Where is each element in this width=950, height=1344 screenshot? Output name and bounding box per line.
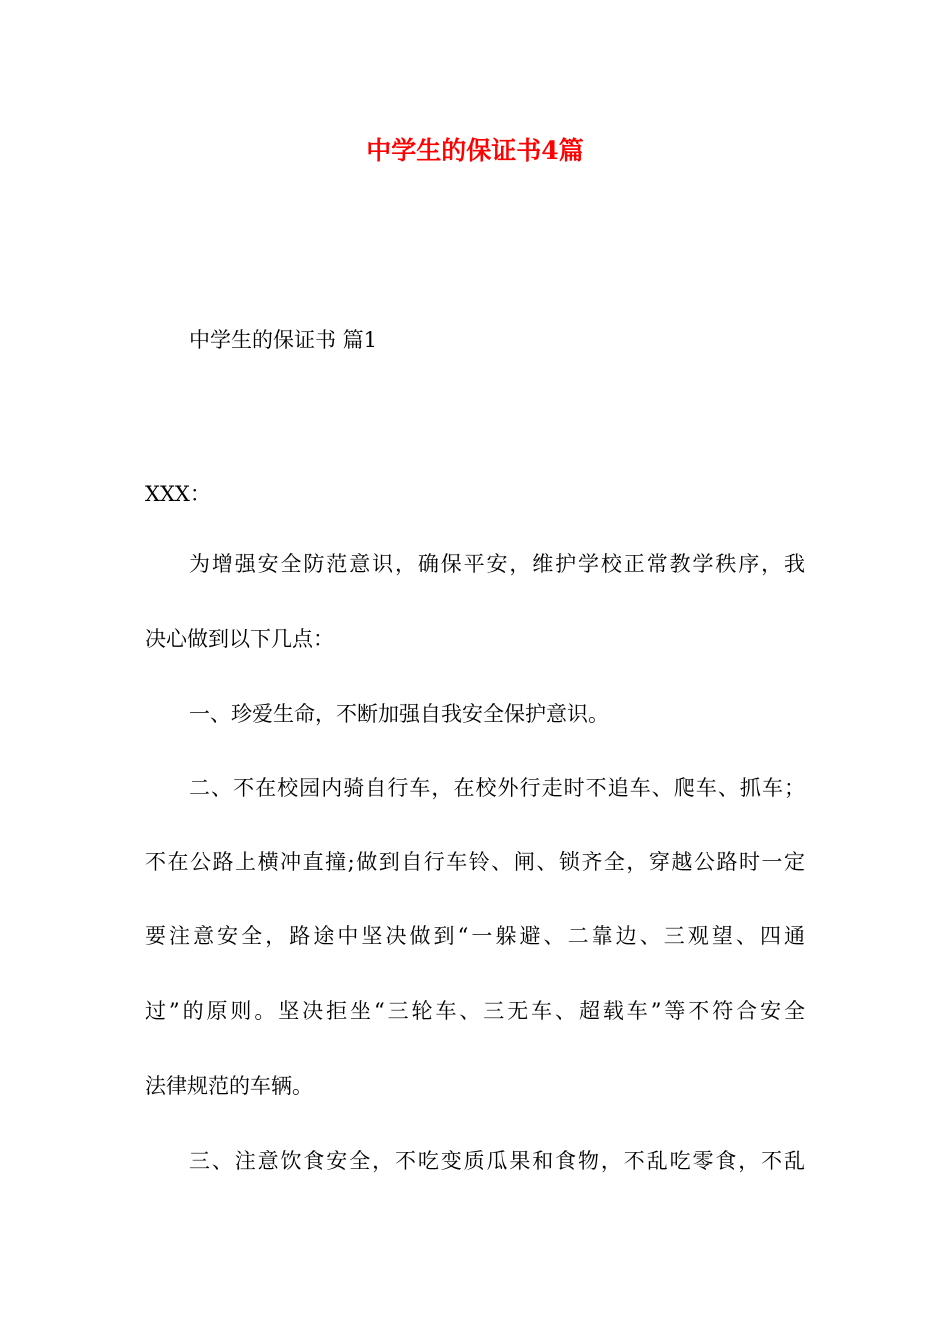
paragraph-line: 一、珍爱生命，不断加强自我安全保护意识。 [189,702,609,726]
document-title: 中学生的保证书4篇 [366,136,584,165]
paragraph-line: 决心做到以下几点： [145,627,334,651]
paragraph-line: 法律规范的车辆。 [145,1074,313,1098]
paragraph-line: 为增强安全防范意识，确保平安，维护学校正常教学秩序，我 [189,552,805,576]
salutation: XXX： [145,482,211,506]
paragraph-line: 二、不在校园内骑自行车，在校外行走时不追车、爬车、抓车； [189,776,805,800]
paragraph-line: 不在公路上横冲直撞;做到自行车铃、闸、锁齐全，穿越公路时一定 [145,850,805,874]
paragraph-line: 三、注意饮食安全，不吃变质瓜果和食物，不乱吃零食，不乱 [189,1149,805,1173]
paragraph-line: 过”的原则。坚决拒坐“三轮车、三无车、超载车”等不符合安全 [145,999,805,1023]
paragraph-line: 要注意安全，路途中坚决做到“一躲避、二靠边、三观望、四通 [145,924,805,948]
section-heading: 中学生的保证书 篇1 [189,328,378,352]
